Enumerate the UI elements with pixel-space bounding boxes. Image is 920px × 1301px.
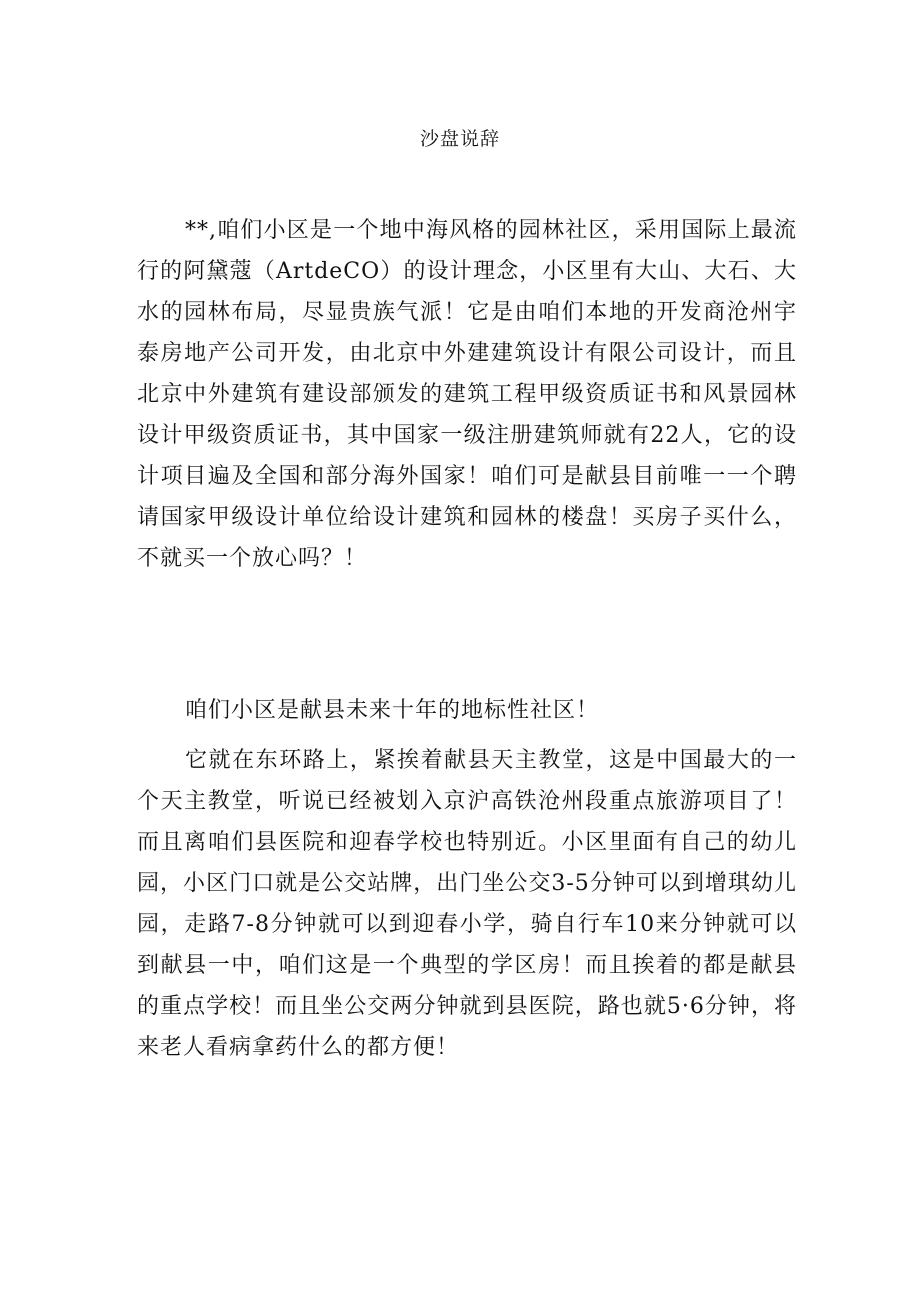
document-title: 沙盘说辞 (419, 128, 500, 150)
paragraph-intro: **,咱们小区是一个地中海风格的园林社区，采用国际上最流行的阿黛蔻（ArtdeCO）的设计理念，小区里有大山、大石、大水的园林布局，尽显贵族气派！它是由咱们本地的开发商沧州宇泰房地产公司开发，由北京中外建建筑设计有限公司设计，而且北京中外建筑有建设部颁发的建筑工程甲级资质证书和风景园林设计甲级资质证书，其中国家一级注册建筑师就有22人，它的设计项目遍及全国和部分海外国家！咱们可是献县目前唯一一个聘请国家甲级设计单位给设计建筑和园林的楼盘！买房子买什么，不就买一个放心吗？！ (137, 218, 797, 571)
paragraph-location: 它就在东环路上，紧挨着献县天主教堂，这是中国最大的一个天主教堂，听说已经被划入京沪高铁沧州段重点旅游项目了！而且离咱们县医院和迎春学校也特别近。小区里面有自己的幼儿园，小区门口就是公交站牌，出门坐公交3-5分钟可以到增琪幼儿园，走路7-8分钟就可以到迎春小学，骑自行车10来分钟就可以到献县一中，咱们这是一个典型的学区房！而且挨着的都是献县的重点学校！而且坐公交两分钟就到县医院，路也就5·6分钟，将来老人看病拿药什么的都方便！ (137, 748, 797, 1060)
paragraph-landmark: 咱们小区是献县未来十年的地标性社区！ (185, 698, 600, 723)
